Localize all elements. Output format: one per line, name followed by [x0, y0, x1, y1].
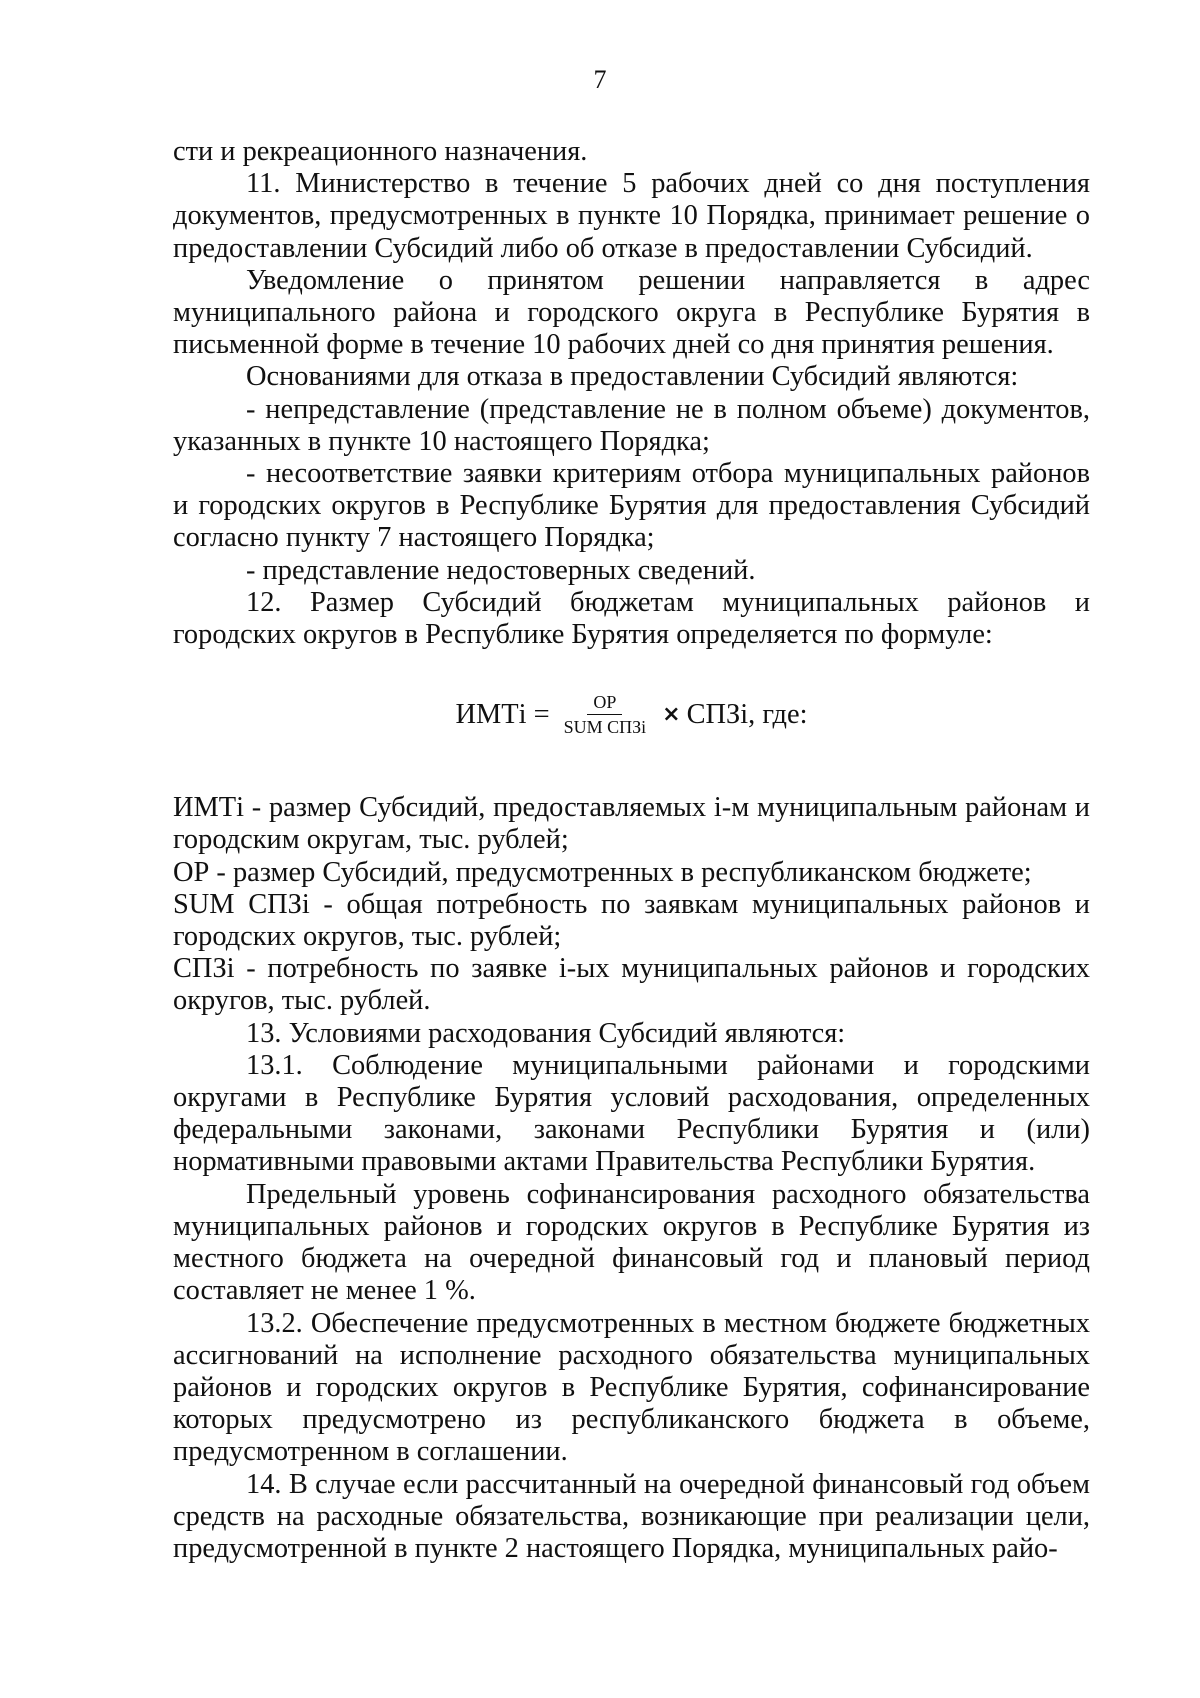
- formula: [173, 691, 1090, 738]
- formula-rhs: СПЗi, где:: [686, 698, 808, 730]
- page-number: 7: [593, 65, 607, 94]
- paragraph: - представление недостоверных сведений.: [246, 554, 756, 586]
- paragraph: 12. Размер Субсидий бюджетам муниципальных районов и городских округов в Республике Бурятия определяется по формуле:: [173, 586, 1090, 651]
- definition-paragraph: SUM СПЗi - общая потребность по заявкам муниципальных районов и городских округов, тыс. рублей;: [173, 888, 1090, 953]
- definition-paragraph: ОР - размер Субсидий, предусмотренных в республиканском бюджете;: [173, 856, 1032, 888]
- paragraph: - непредставление (представление не в полном объеме) документов, указанных в пункте 10 настоящего Порядка;: [173, 393, 1090, 457]
- formula-lhs: ИМТi =: [455, 698, 550, 730]
- document-body: [173, 136, 1090, 1565]
- definition-paragraph: ИМТi - размер Субсидий, предоставляемых i-м муниципальным районам и городским округам, тыс. рублей;: [173, 792, 1090, 856]
- formula-numerator: ОР: [587, 691, 622, 715]
- paragraph: Уведомление о принятом решении направляется в адрес муниципального района и городского округа в Республике Бурятия в письменной форме в течение 10 рабочих дней со дня принятия решения.: [173, 264, 1090, 361]
- formula-fraction: [558, 691, 653, 738]
- paragraph: 13.1. Соблюдение муниципальными районами и городскими округами в Республике Бурятия условий расходования, определенных федеральными законами, законами Республики Бурятия и (или) нормативными правовыми актами Правительства Республики Бурятия.: [173, 1049, 1090, 1178]
- formula-denominator: SUM СПЗi: [563, 717, 647, 738]
- paragraph: 14. В случае если рассчитанный на очередной финансовый год объем средств на расходные обязательства, возникающие при реализации цели, предусмотренной в пункте 2 настоящего Порядка, муниципальных райо-: [173, 1468, 1090, 1564]
- paragraph: Основаниями для отказа в предоставлении Субсидий являются:: [246, 361, 1019, 393]
- paragraph: сти и рекреационного назначения.: [173, 136, 588, 167]
- paragraph: 11. Министерство в течение 5 рабочих дней со дня поступления документов, предусмотренных в пункте 10 Порядка, принимает решение о предоставлении Субсидий либо об отказе в предоставлении Субсидий.: [173, 168, 1090, 264]
- definition-paragraph: СПЗi - потребность по заявке i-ых муниципальных районов и городских округов, тыс. рублей.: [173, 953, 1090, 1017]
- formula-times-sign: ×: [662, 701, 681, 727]
- paragraph: Предельный уровень софинансирования расходного обязательства муниципальных районов и городских округов в Республике Бурятия из местного бюджета на очередной финансовый год и плановый период составляет не менее 1 %.: [173, 1178, 1090, 1307]
- paragraph: 13.2. Обеспечение предусмотренных в местном бюджете бюджетных ассигнований на исполнение расходного обязательства муниципальных районов и городских округов в Республике Бурятия, софинансирование которых предусмотрено из республиканского бюджета в объеме, предусмотренном в соглашении.: [173, 1307, 1090, 1468]
- paragraph: - несоответствие заявки критериям отбора муниципальных районов и городских округов в Республике Бурятия для предоставления Субсидий согласно пункту 7 настоящего Порядка;: [173, 458, 1090, 554]
- paragraph: 13. Условиями расходования Субсидий являются:: [246, 1017, 846, 1049]
